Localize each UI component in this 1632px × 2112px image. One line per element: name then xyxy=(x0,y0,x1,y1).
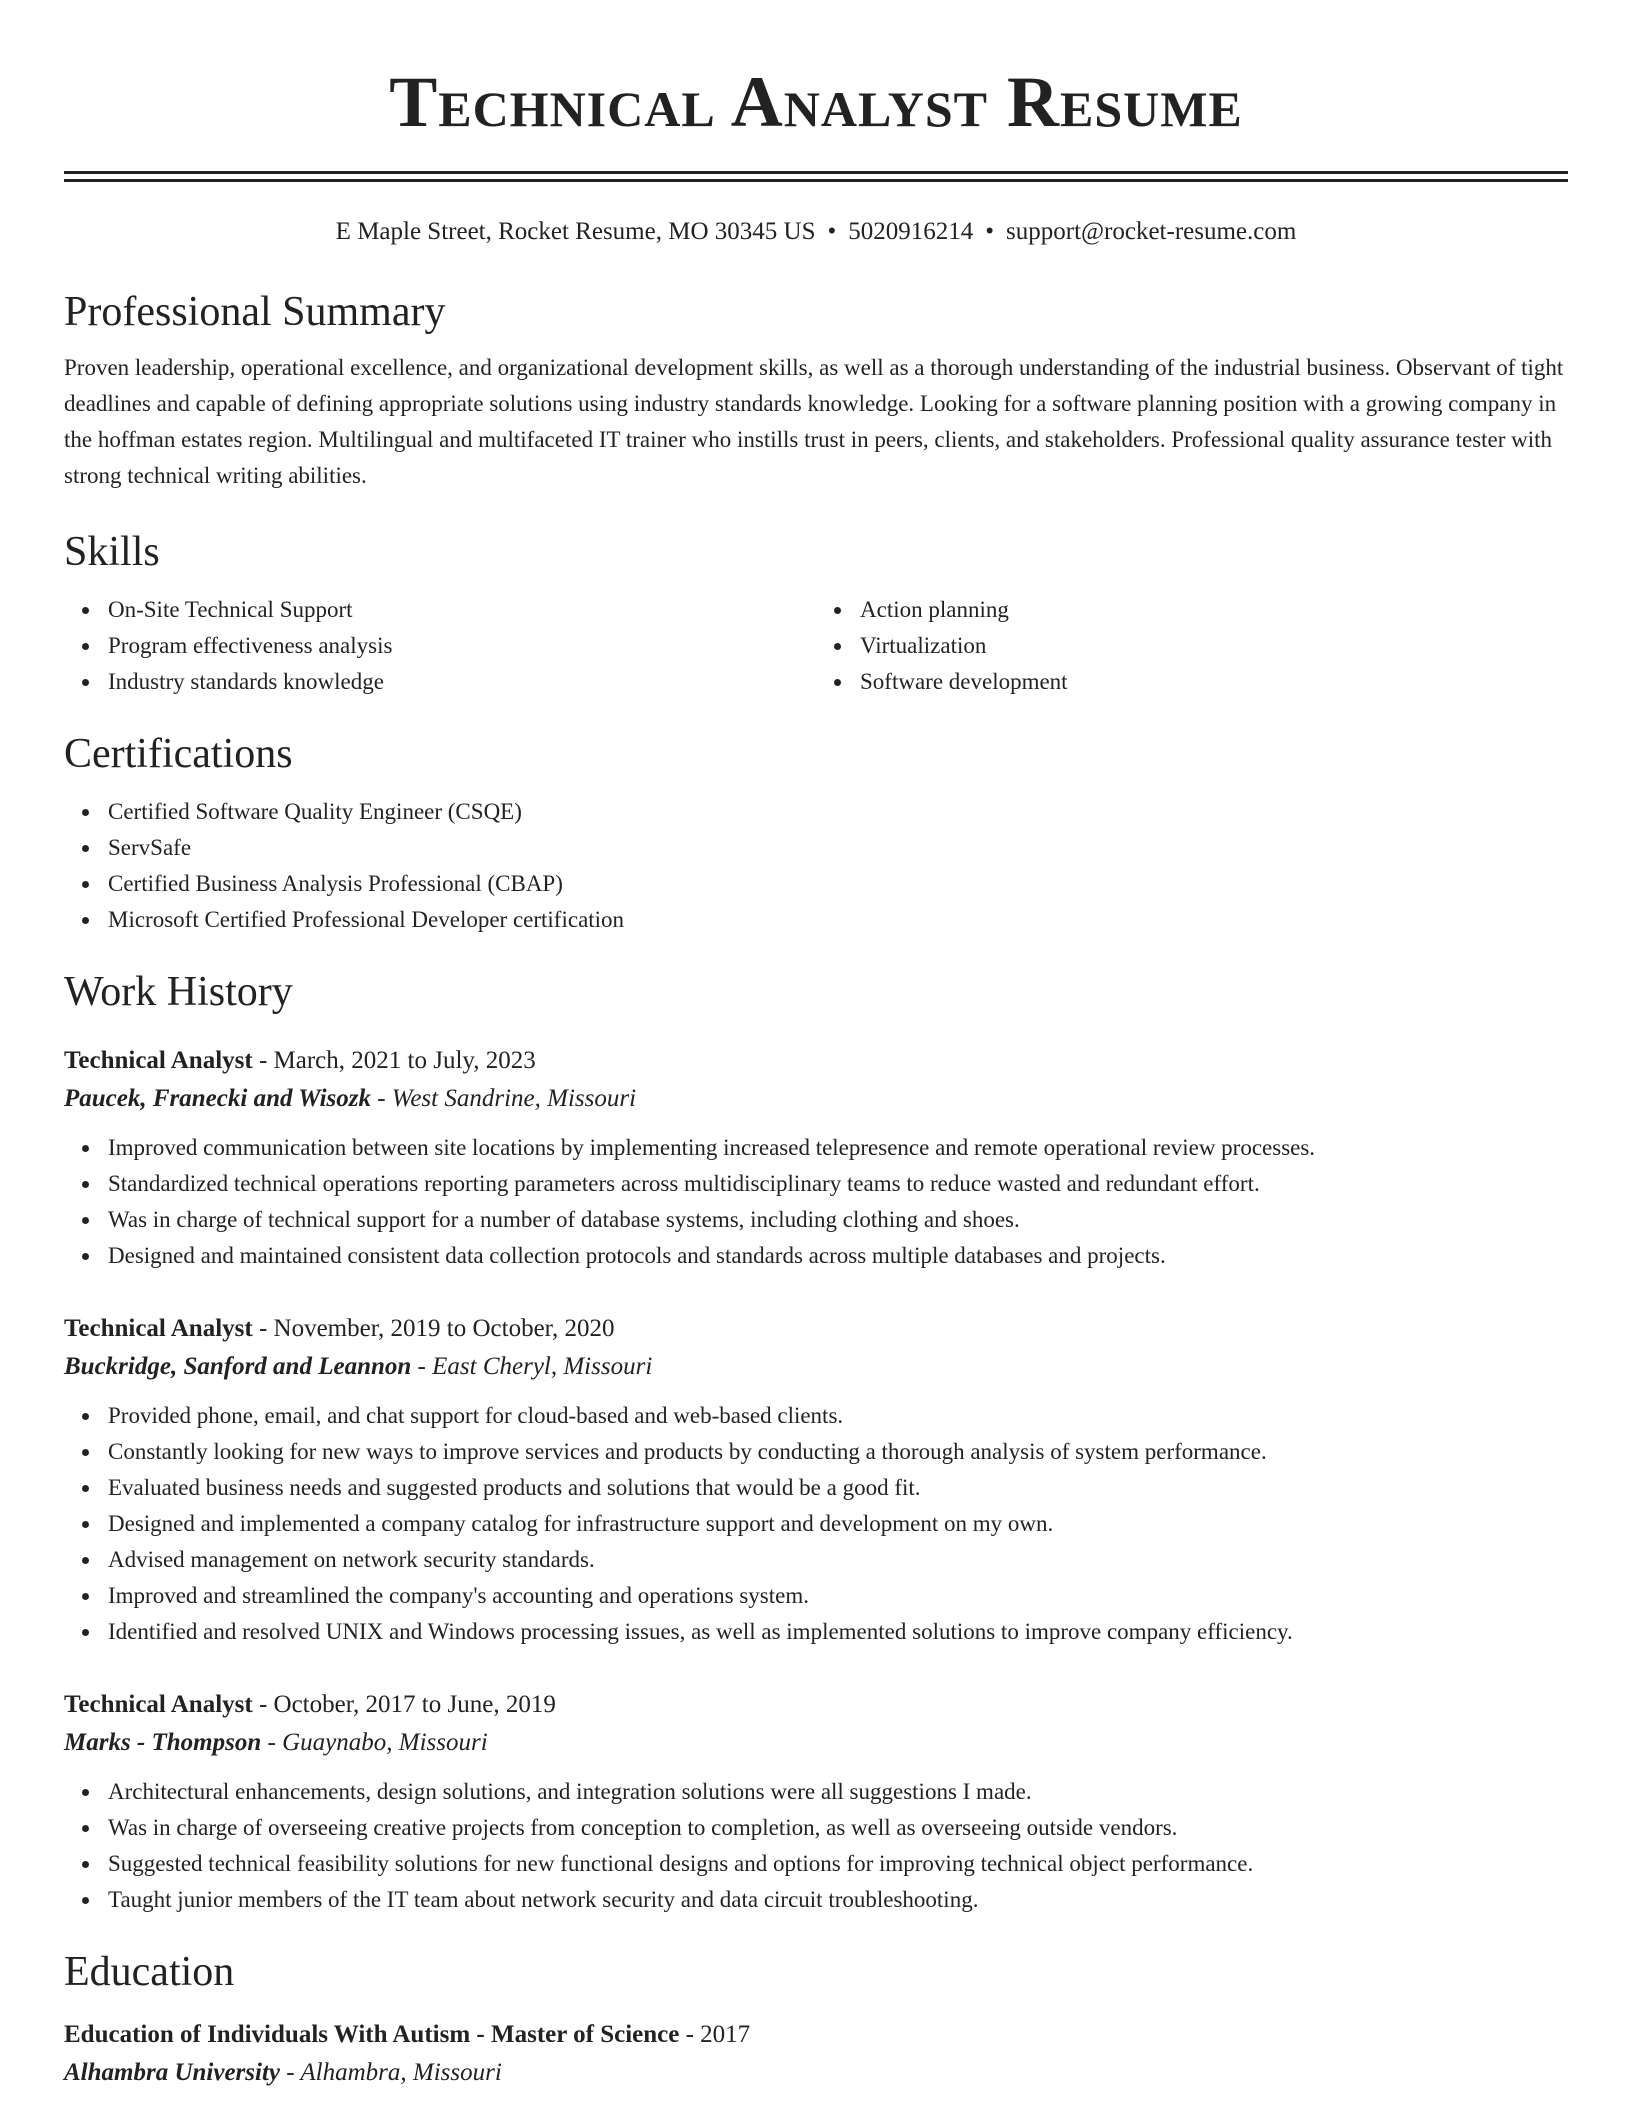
education-degree-line xyxy=(64,2016,1568,2054)
job-title-line xyxy=(64,1686,1568,1724)
job-location: - Guaynabo, Missouri xyxy=(261,1729,488,1756)
job-bullet: Designed and implemented a company catalog for infrastructure support and development on my own. xyxy=(108,1506,1568,1542)
job-title-line xyxy=(64,1042,1568,1080)
job-company-line xyxy=(64,1080,1568,1118)
job-entry xyxy=(64,1310,1568,1650)
skills-heading: Skills xyxy=(64,529,160,575)
job-bullet: Taught junior members of the IT team about network security and data circuit troubleshooting. xyxy=(108,1882,1568,1918)
skill-item: Program effectiveness analysis xyxy=(108,628,816,664)
job-bullet: Advised management on network security standards. xyxy=(108,1542,1568,1578)
job-company: Buckridge, Sanford and Leannon xyxy=(64,1353,412,1380)
job-bullet: Improved and streamlined the company's accounting and operations system. xyxy=(108,1578,1568,1614)
education-location: - Alhambra, Missouri xyxy=(280,2059,502,2086)
certification-item: Certified Software Quality Engineer (CSQE) xyxy=(108,794,1568,830)
resume-title: Technical Analyst Resume xyxy=(389,62,1243,142)
job-title: Technical Analyst xyxy=(64,1315,253,1342)
job-location: - West Sandrine, Missouri xyxy=(370,1085,637,1112)
job-title: Technical Analyst xyxy=(64,1691,253,1718)
skills-list xyxy=(64,592,1568,700)
job-company-line xyxy=(64,1724,1568,1762)
contact-separator: • xyxy=(985,218,995,245)
job-bullet: Was in charge of overseeing creative projects from conception to completion, as well as overseeing outside vendors. xyxy=(108,1810,1568,1846)
education-heading: Education xyxy=(64,1949,235,1995)
job-bullet: Identified and resolved UNIX and Windows processing issues, as well as implemented solutions to improve company efficiency. xyxy=(108,1614,1568,1650)
certifications-list xyxy=(64,794,1568,938)
job-bullets xyxy=(64,1774,1568,1918)
job-bullet: Provided phone, email, and chat support for cloud-based and web-based clients. xyxy=(108,1398,1568,1434)
contact-line xyxy=(64,216,1568,248)
job-location: - East Cheryl, Missouri xyxy=(411,1353,653,1380)
skill-item: On-Site Technical Support xyxy=(108,592,816,628)
contact-address: E Maple Street, Rocket Resume, MO 30345 US xyxy=(335,218,816,245)
education-entry xyxy=(64,2016,1568,2092)
summary-text: Proven leadership, operational excellence, and organizational development skills, as well as a thorough understanding of the industrial business. Observant of tight deadlines and capable of defining appropriate solutions using industry standards knowledge. Looking for a software planning position with a growing company in the hoffman estates region. Multilingual and multifaceted IT trainer who instills trust in peers, clients, and stakeholders. Professional quality assurance tester with strong technical writing abilities. xyxy=(64,355,1564,488)
job-dates: - October, 2017 to June, 2019 xyxy=(252,1691,556,1718)
job-title: Technical Analyst xyxy=(64,1047,253,1074)
skills-column-right xyxy=(816,592,1568,700)
contact-phone: 5020916214 xyxy=(848,218,974,245)
job-entry xyxy=(64,1686,1568,1918)
job-title-line xyxy=(64,1310,1568,1348)
skill-item: Industry standards knowledge xyxy=(108,664,816,700)
job-bullet: Standardized technical operations reporting parameters across multidisciplinary teams to reduce wasted and redundant effort. xyxy=(108,1166,1568,1202)
job-bullet: Designed and maintained consistent data collection protocols and standards across multiple databases and projects. xyxy=(108,1238,1568,1274)
job-bullet: Improved communication between site locations by implementing increased telepresence and remote operational review processes. xyxy=(108,1130,1568,1166)
job-bullets xyxy=(64,1398,1568,1650)
certification-item: Microsoft Certified Professional Developer certification xyxy=(108,902,1568,938)
summary-heading: Professional Summary xyxy=(64,289,446,335)
job-bullet: Evaluated business needs and suggested products and solutions that would be a good fit. xyxy=(108,1470,1568,1506)
education-school: Alhambra University xyxy=(64,2059,280,2086)
work-history-heading: Work History xyxy=(64,969,293,1015)
job-company-line xyxy=(64,1348,1568,1386)
job-dates: - November, 2019 to October, 2020 xyxy=(252,1315,615,1342)
title-divider xyxy=(64,171,1568,182)
education-degree: Education of Individuals With Autism - Master of Science xyxy=(64,2021,680,2048)
skills-column-left xyxy=(64,592,816,700)
contact-email[interactable]: support@rocket-resume.com xyxy=(1006,218,1297,245)
job-bullet: Architectural enhancements, design solutions, and integration solutions were all suggestions I made. xyxy=(108,1774,1568,1810)
education-year: - 2017 xyxy=(679,2021,751,2048)
job-entry xyxy=(64,1042,1568,1274)
skill-item: Action planning xyxy=(860,592,1568,628)
job-company: Paucek, Franecki and Wisozk xyxy=(64,1085,371,1112)
skill-item: Software development xyxy=(860,664,1568,700)
job-bullet: Was in charge of technical support for a number of database systems, including clothing and shoes. xyxy=(108,1202,1568,1238)
job-bullets xyxy=(64,1130,1568,1274)
job-dates: - March, 2021 to July, 2023 xyxy=(252,1047,536,1074)
job-bullet: Suggested technical feasibility solutions for new functional designs and options for improving technical object performance. xyxy=(108,1846,1568,1882)
job-company: Marks - Thompson xyxy=(64,1729,262,1756)
job-bullet: Constantly looking for new ways to improve services and products by conducting a thorough analysis of system performance. xyxy=(108,1434,1568,1470)
certifications-heading: Certifications xyxy=(64,731,293,777)
certification-item: Certified Business Analysis Professional (CBAP) xyxy=(108,866,1568,902)
certification-item: ServSafe xyxy=(108,830,1568,866)
contact-separator: • xyxy=(827,218,837,245)
skill-item: Virtualization xyxy=(860,628,1568,664)
education-school-line xyxy=(64,2054,1568,2092)
